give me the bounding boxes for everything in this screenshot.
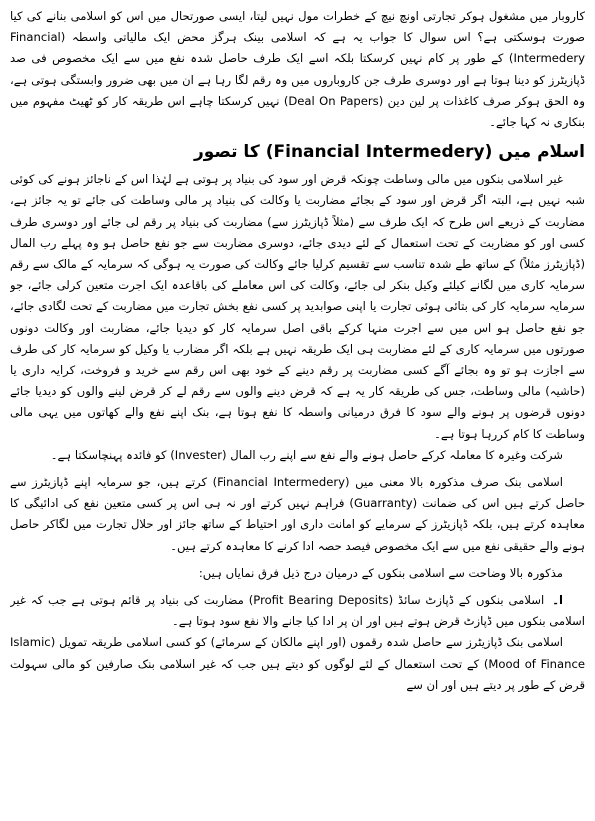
document-page: [10, 6, 585, 818]
body-paragraph-3: اسلامی بنک صرف مذکورہ بالا معنی میں (Financial Intermedery) کرتے ہیں، جو سرمایہ اپنے ڈپازیٹرز سے حاصل کرتے ہیں اس کی ضمانت (Guarranty) فراہم نہیں کرتے اور نہ ہی اس پر کسی متعین نفع کی ادائیگی کا معاہدہ کرتے ہیں، بلکہ ڈپازیٹرز کے سرمایے کو امانت داری اور احتیاط کے ساتھ جائز اور حلال تجارت میں لگاکر حاصل ہونے والے حقیقی نفع میں سے ایک مخصوص فیصد حصہ ادا کرنے کا معاہدہ کرتے ہیں۔: [10, 475, 585, 553]
intro-paragraph: کاروبار میں مشغول ہوکر تجارتی اونچ نیچ کے خطرات مول نہیں لیتا، ایسی صورتحال میں اس کو اسلامی بنانے کی کیا صورت ہوسکتی ہے؟ اس سوال کا جواب یہ ہے کہ اسلامی بینک ہرگز محض ایک مالیاتی واسطہ (Financial Intermedery) کے طور پر کام نہیں کرسکتا بلکہ اسے ایک طرف حاصل شدہ نفع میں سے ایک مخصوص فی صد ڈپازیٹرز کو دینا ہوتا ہے اور دوسری طرف جن کاروباروں میں وہ رقم لگا رہا ہے ان میں بھی ضرور وابستگی ہوتی ہے، وہ الحق ہوکر صرف کاغذات پر لین دین (Deal On Papers) نہیں کرسکتا چاہے اس طریقہ کار کو ٹھیٹ مفہوم میں بنکاری نہ کہا جائے۔: [10, 9, 585, 130]
body-paragraph-1: غیر اسلامی بنکوں میں مالی وساطت چونکہ قرض اور سود کی بنیاد پر ہوتی ہے لہٰذا اس کے ناجائز ہونے کی کوئی شبہ نہیں ہے، البتہ اگر قرض اور سود کے بجائے مضاربت یا وکالت کی بنیاد پر مالی وساطت کی جائے تو یہ جائز ہے، مضاربت کے ذریعے اس طرح کہ ایک طرف سے (مثلاً ڈپازیٹرز سے) مضاربت کی بنیاد پر رقم لی جائے اور دوسری طرف کسی اور کو مضاربت کے تحت استعمال کے لئے دیدی جائے، دوسری مضاربت سے جو نفع حاصل ہو وہ پہلے رب المال (ڈپازیٹرز مثلاً) کے ساتھ طے شدہ تناسب سے تقسیم کرلیا جائے وکالت کی صورت یہ ہوگی کہ سرمایہ کے مالک سے رقم سرمایہ کاری میں لگانے کیلئے وکیل بنکر لی جائے، وکالت کی اس معاملے کی باقاعدہ ایک اجرت متعین کرلی جائے، جو سرمایہ سرمایہ کار کی بتائی ہوئی تجارت یا اپنی صوابدید پر کسی نفع بخش تجارت میں مضاربت کے تحت لگادی جائے، جو نفع حاصل ہو اس میں سے اجرت منہا کرکے باقی اصل سرمایہ کار کو دیدیا جائے، مضاربت اور وکالت دونوں صورتوں میں سرمایہ کاری کے لئے مضاربت ہی ایک طریقہ نہیں ہے بلکہ اگر مضارب یا وکیل کو سرمایہ کار کی طرف سے اجازت ہو تو وہ بجائے آگے کسی مضاربت پر رقم دینے کے خود بھی اس رقم سے خرید و فروخت، کرایہ داری یا (حاشیہ) مالی وساطت، جس کی طریقہ کار یہ ہے کہ قرض دینے والوں سے رقم لے کر قرض لینے والوں کو دیدیا جائے دونوں قرضوں پر ہونے والے سود کا فرق درمیانی واسطہ کا نفع ہوتا ہے، بنک اپنے نفع والے کھاتوں میں یہی مالی وساطت کا کام کررہا ہوتا ہے۔: [10, 172, 585, 441]
heading-term: (Financial Intermedery): [265, 142, 493, 163]
section-heading: [10, 137, 585, 167]
body-paragraph-5: اسلامی بنک ڈپازیٹرز سے حاصل شدہ رقموں (اور اپنے مالکان کے سرمائے) کو کسی اسلامی طریقہ تمویل (Islamic Mood of Finance) کے تحت استعمال کے لئے لوگوں کو دیتے ہیں جب کہ غیر اسلامی بنک صارفین کو مالی سہولت قرض کے طور پر دیتے ہیں اور ان سے: [10, 635, 585, 692]
body-paragraph-2: شرکت وغیرہ کا معاملہ کرکے حاصل ہونے والے نفع سے اپنے رب المال (Invester) کو فائدہ پہنچاسکتا ہے۔: [50, 447, 563, 462]
list-item-number: ا۔: [552, 593, 563, 608]
list-item-1: [10, 590, 585, 632]
body-paragraph-4: مذکورہ بالا وضاحت سے اسلامی بنکوں کے درمیان درج ذیل فرق نمایاں ہیں:: [198, 565, 563, 580]
heading-suffix: کا تصور: [193, 142, 260, 163]
list-item-text: اسلامی بنکوں کے ڈپازٹ سائڈ (Profit Bearing Deposits) مضاربت کی بنیاد پر قائم ہوتی ہے جب کہ غیر اسلامی بنکوں میں ڈپازٹ قرض ہوتے ہیں اور ان پر ادا کیا جانے والا نفع سود ہوتا ہے۔: [10, 593, 585, 629]
heading-prefix: اسلام میں: [498, 142, 585, 163]
